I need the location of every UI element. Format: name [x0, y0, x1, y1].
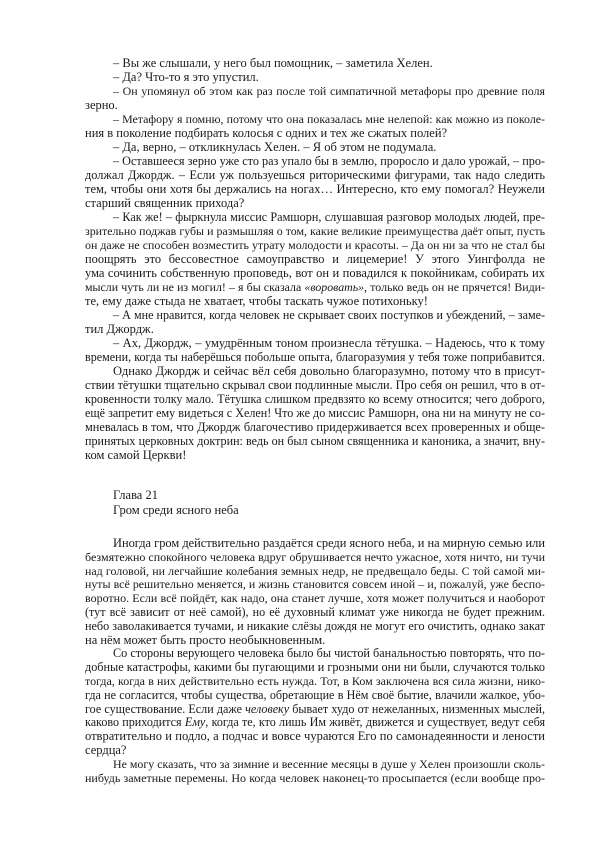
- text-segment: ния в поколение подбирать колосья с одних и тех же сжатых полей?: [85, 126, 448, 140]
- chapter-title: Гром среди ясного неба: [113, 503, 239, 517]
- text-line: [85, 420, 545, 434]
- italic-text: человеку: [245, 701, 290, 716]
- text-line: [85, 140, 545, 154]
- text-segment: гое существование. Если даже: [85, 701, 246, 716]
- text-segment: , только ведь он не прячется! Види-: [364, 280, 545, 294]
- text-line: [85, 633, 545, 647]
- text-line: [85, 619, 545, 633]
- text-segment: зерно.: [85, 98, 118, 112]
- text-segment: Однако Джордж и сейчас вёл себя довольно благоразумно, потому что в присут-: [113, 364, 545, 378]
- text-segment: старший священник прихода?: [85, 196, 245, 210]
- text-line: [85, 350, 545, 364]
- text-segment: – Ах, Джордж, – умудрённым тоном произнесла тётушка. – Надеюсь, что к тому: [113, 336, 545, 350]
- text-segment: над головой, ни легчайшие колебания земных недр, не предвещало беды. С той самой ми-: [85, 563, 545, 578]
- text-segment: нуты всё решительно меняется, и жизнь становится совсем иной – и, пожалуй, уже беспо-: [85, 577, 545, 592]
- text-line: [85, 378, 545, 392]
- text-line: [85, 112, 545, 126]
- italic-text: «воровать»: [304, 280, 365, 294]
- text-line: [85, 605, 545, 619]
- text-line: [85, 56, 545, 70]
- text-line: [85, 98, 545, 112]
- text-segment: времени, когда ты наберёшься побольше опыта, благоразумия у тебя тоже поприбавится.: [85, 350, 545, 364]
- text-line: [85, 364, 545, 378]
- text-line: [85, 392, 545, 406]
- text-line: [85, 252, 545, 266]
- italic-text: Ему: [184, 715, 206, 730]
- text-segment: должал Джордж. – Если уж пользуешься риторическими фигурами, так надо следить: [85, 168, 545, 182]
- text-segment: – Вы же слышали, у него был помощник, – заметила Хелен.: [113, 56, 433, 70]
- text-line: [85, 182, 545, 196]
- text-line: [85, 84, 545, 98]
- text-line: [85, 591, 545, 605]
- text-segment: тогда, когда в них действительно есть нужда. Тот, в Ком заключена вся сила жизни, нико-: [85, 674, 545, 688]
- text-segment: добные катастрофы, какими бы пугающими и грозными они ни были, случаются только: [85, 660, 545, 675]
- text-line: [85, 126, 545, 140]
- text-line: [85, 660, 545, 674]
- text-line: [85, 702, 545, 716]
- text-line: [85, 308, 545, 322]
- text-segment: (тут всё зависит от неё самой), но её духовный климат уже никогда не будет прежним.: [85, 605, 545, 619]
- text-segment: принятых церковных доктрин: ведь он был сыном священника и каноника, а значит, вну-: [85, 434, 545, 448]
- text-segment: отвратительно и подло, а подчас и вовсе чураются Его по самонадеянности и лености: [85, 729, 545, 744]
- text-segment: ещё запретит ему видеться с Хелен! Что же до миссис Рамшорн, она ни на минуту не со-: [85, 406, 545, 420]
- text-segment: ума сочинить собственную проповедь, вот он и повадился к покойникам, собирать их: [85, 266, 545, 280]
- text-line: [85, 536, 545, 550]
- text-segment: ком самой Церкви!: [85, 448, 187, 462]
- text-segment: нибудь заметные перемены. Но когда человек наконец-то просыпается (если вообще про-: [85, 770, 545, 785]
- text-segment: небо заволакивается тучами, и никакие слёзы дождя не могут его очистить, однако закат: [85, 618, 545, 633]
- text-line: [85, 294, 545, 308]
- text-segment: сердца?: [85, 743, 127, 757]
- text-segment: бывает худо от нежеланных, низменных мыслей,: [289, 701, 545, 716]
- text-line: [85, 168, 545, 182]
- text-line: [85, 434, 545, 448]
- text-segment: ствии тётушки тщательно скрывал свои подлинные мысли. Про себя он решил, что в от-: [85, 378, 545, 392]
- text-line: [85, 757, 545, 771]
- text-segment: кровенности толку мало. Тётушка слишком предвзято ко всему относится; чего доброго,: [85, 392, 545, 406]
- text-segment: – Он упомянул об этом как раз после той симпатичной метафоры про древние поля: [113, 84, 545, 98]
- text-line: [85, 70, 545, 84]
- text-segment: он даже не способен возместить утрату молодости и красоты. – Да он ни за что не стал бы: [85, 238, 545, 252]
- text-line: [85, 406, 545, 420]
- text-line: [85, 196, 545, 210]
- chapter-number: Глава 21: [113, 488, 158, 502]
- text-line: [85, 674, 545, 688]
- text-segment: – Оставшееся зерно уже сто раз упало бы в землю, проросло и дало урожай, – про-: [113, 154, 545, 168]
- text-segment: зрительно поджав губы и размышляя о том, какие великие преимущества даёт опыт, пусть: [85, 224, 545, 238]
- text-segment: Со стороны верующего человека было бы чистой банальностью повторять, что по-: [113, 646, 545, 661]
- text-segment: мысли чуть ли не из могил! – я бы сказала: [85, 280, 305, 294]
- text-segment: каково приходится: [85, 715, 185, 730]
- text-segment: , когда те, кто лишь Им живёт, движется и существует, ведут себя: [205, 715, 545, 730]
- text-segment: тем, чтобы они хотя бы держались на ногах… Интересно, кто ему помогал? Неужели: [85, 182, 545, 196]
- text-line: [85, 154, 545, 168]
- text-line: [85, 564, 545, 578]
- text-segment: те, ему даже стыда не хватает, чтобы таскать чужое потихоньку!: [85, 294, 428, 308]
- text-segment: – Да, верно, – откликнулась Хелен. – Я об этом не подумала.: [113, 140, 437, 154]
- text-line: [85, 715, 545, 729]
- text-line: [85, 688, 545, 702]
- text-line: [85, 336, 545, 350]
- text-segment: воротно. Если всё пойдёт, как надо, она станет лучше, хотя может получиться и наоборот: [85, 591, 545, 606]
- text-line: [85, 771, 545, 785]
- text-line: [85, 322, 545, 336]
- text-segment: поощрять это бессовестное самоуправство и лицемерие! У этого Уингфолда не: [85, 252, 545, 266]
- text-line: [85, 729, 545, 743]
- text-segment: тил Джордж.: [85, 322, 154, 336]
- text-line: [85, 646, 545, 660]
- text-line: [85, 238, 545, 252]
- text-line: [85, 266, 545, 280]
- text-segment: безмятежно спокойного человека вдруг обрушивается нечто ужасное, хотя ничто, ни тучи: [85, 549, 545, 564]
- text-segment: гда не согласится, чтобы существа, обретающие в Нём своё бытие, влачили жалкое, убо-: [85, 687, 545, 702]
- text-line: [85, 280, 545, 294]
- text-line: [85, 577, 545, 591]
- text-segment: – Да? Что-то я это упустил.: [113, 70, 259, 84]
- text-line: [85, 743, 545, 757]
- text-line: [85, 550, 545, 564]
- text-line: [85, 448, 545, 462]
- text-line: [85, 210, 545, 224]
- text-line: [85, 224, 545, 238]
- text-segment: – А мне нравится, когда человек не скрывает своих поступков и убеждений, – заме-: [113, 308, 545, 322]
- text-segment: Не могу сказать, что за зимние и весенние месяцы в душе у Хелен произошли сколь-: [113, 756, 545, 771]
- text-segment: на нём может быть просто необыкновенным.: [85, 632, 326, 647]
- text-segment: Иногда гром действительно раздаётся среди ясного неба, и на мирную семью или: [113, 536, 545, 550]
- text-segment: – Как же! – фыркнула миссис Рамшорн, слушавшая разговор молодых людей, пре-: [113, 210, 545, 224]
- text-segment: мневалась в том, что Джордж благочестиво придерживается всех проверенных и обще-: [85, 420, 545, 434]
- text-segment: – Метафору я помню, потому что она показалась мне нелепой: как можно из поколе-: [113, 112, 545, 126]
